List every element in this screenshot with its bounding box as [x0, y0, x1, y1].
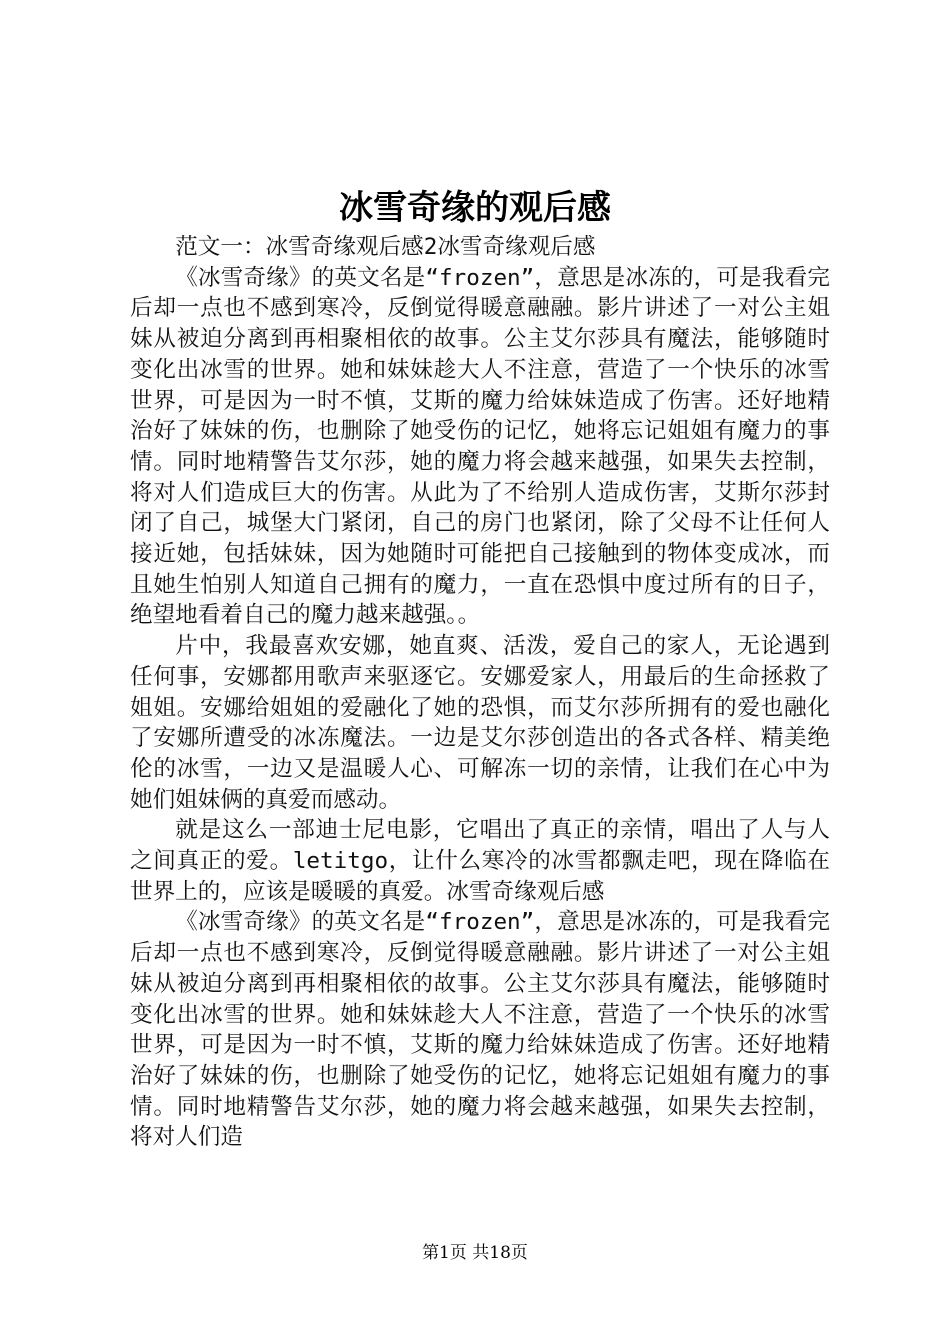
paragraph: 片中，我最喜欢安娜，她直爽、活泼，爱自己的家人，无论遇到任何事，安娜都用歌声来驱逐它。安娜爱家人，用最后的生命拯救了姐姐。安娜给姐姐的爱融化了她的恐惧，而艾尔莎所拥有的爱也融化了安娜所遭受的冰冻魔法。一边是艾尔莎创造出的各式各样、精美绝伦的冰雪，一边又是温暖人心、可解冻一切的亲情，让我们在心中为她们姐妹俩的真爱而感动。 [130, 633, 830, 813]
paragraph: 《冰雪奇缘》的英文名是“frozen”，意思是冰冻的，可是我看完后却一点也不感到寒冷，反倒觉得暖意融融。影片讲述了一对公主姐妹从被迫分离到再相聚相依的故事。公主艾尔莎具有魔法，能够随时变化出冰雪的世界。她和妹妹趁大人不注意，营造了一个快乐的冰雪世界，可是因为一时不慎，艾斯的魔力给妹妹造成了伤害。还好地精治好了妹妹的伤，也删除了她受伤的记忆，她将忘记姐姐有魔力的事情。同时地精警告艾尔莎，她的魔力将会越来越强，如果失去控制，将对人们造 [130, 909, 830, 1151]
page-footer [0, 1241, 950, 1265]
page-total: 共18页 [472, 1243, 528, 1263]
document-body [130, 232, 830, 1153]
page-number: 第1页 [422, 1243, 467, 1263]
document-title: 冰雪奇缘的观后感 [339, 188, 611, 228]
paragraph: 范文一：冰雪奇缘观后感2冰雪奇缘观后感 [175, 234, 596, 260]
paragraph: 就是这么一部迪士尼电影，它唱出了真正的亲情，唱出了人与人之间真正的爱。letitgo，让什么寒冷的冰雪都飘走吧，现在降临在世界上的，应该是暖暖的真爱。冰雪奇缘观后感 [130, 817, 830, 905]
paragraph: 《冰雪奇缘》的英文名是“frozen”，意思是冰冻的，可是我看完后却一点也不感到寒冷，反倒觉得暖意融融。影片讲述了一对公主姐妹从被迫分离到再相聚相依的故事。公主艾尔莎具有魔法，能够随时变化出冰雪的世界。她和妹妹趁大人不注意，营造了一个快乐的冰雪世界，可是因为一时不慎，艾斯的魔力给妹妹造成了伤害。还好地精治好了妹妹的伤，也删除了她受伤的记忆，她将忘记姐姐有魔力的事情。同时地精警告艾尔莎，她的魔力将会越来越强，如果失去控制，将对人们造成巨大的伤害。从此为了不给别人造成伤害，艾斯尔莎封闭了自己，城堡大门紧闭，自己的房门也紧闭，除了父母不让任何人接近她，包括妹妹，因为她随时可能把自己接触到的物体变成冰，而且她生怕别人知道自己拥有的魔力，一直在恐惧中度过所有的日子，绝望地看着自己的魔力越来越强。。 [130, 264, 830, 629]
